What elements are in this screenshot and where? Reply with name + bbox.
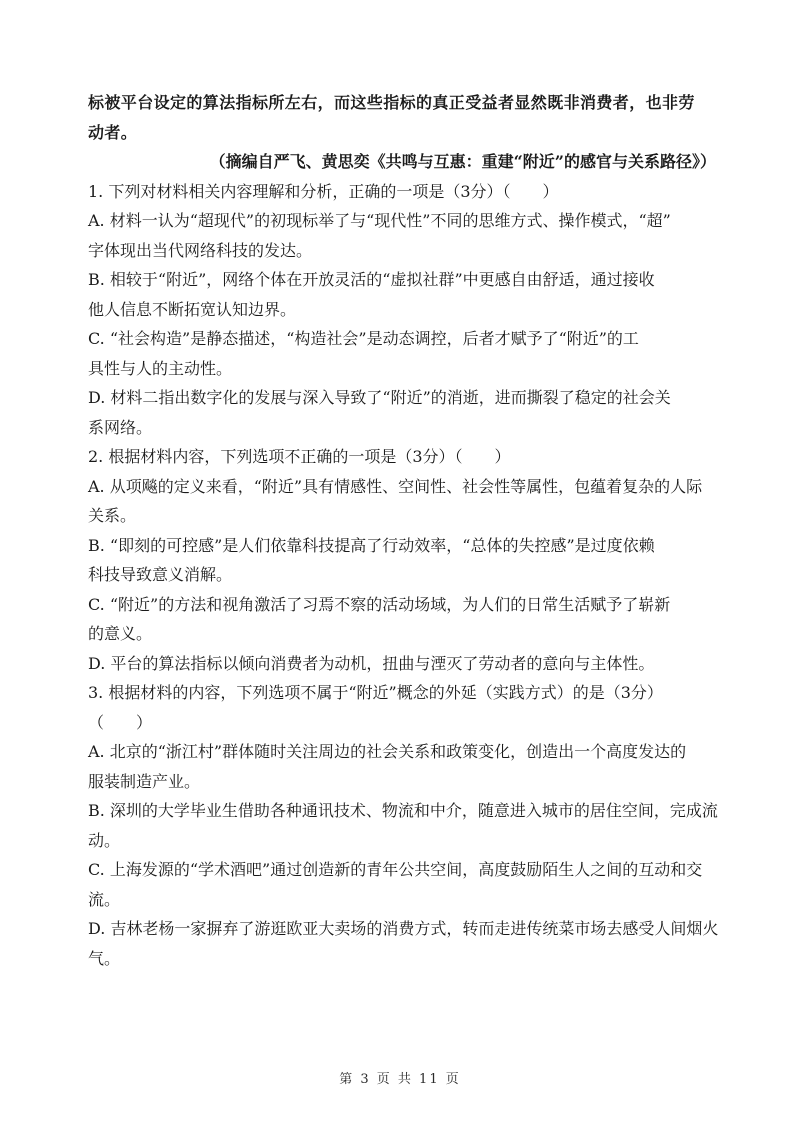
option-line: A. 北京的“浙江村”群体随时关注周边的社会关系和政策变化，创造出一个高度发达的 (88, 742, 687, 761)
option-c (88, 855, 718, 914)
option-line: A. 材料一认为“超现代”的初现标举了与“现代性”不同的思维方式、操作模式，“超” (88, 211, 671, 230)
passage-line: 动者。 (88, 122, 138, 142)
option-line: 他人信息不断拓宽认知边界。 (88, 299, 297, 319)
option-line: 服装制造产业。 (88, 771, 201, 791)
option-line: C. “附近”的方法和视角激活了习焉不察的活动场域，为人们的日常生活赋予了崭新 (88, 594, 671, 614)
page-content (88, 88, 718, 973)
option-c (88, 324, 718, 383)
option-a (88, 472, 718, 531)
question-1 (88, 177, 718, 443)
option-c (88, 590, 718, 649)
option-line: 系网络。 (88, 417, 153, 437)
option-b (88, 531, 718, 590)
option-a (88, 206, 718, 265)
option-b (88, 265, 718, 324)
option-line: D. 平台的算法指标以倾向消费者为动机，扭曲与湮灭了劳动者的意向与主体性。 (88, 653, 655, 673)
question-stem: 3. 根据材料的内容，下列选项不属于“附近”概念的外延（实践方式）的是（3分） (88, 683, 663, 702)
option-line: 气。 (88, 948, 121, 968)
passage-line: 标被平台设定的算法指标所左右，而这些指标的真正受益者显然既非消费者，也非劳 (88, 93, 695, 112)
option-line: D. 吉林老杨一家摒弃了游逛欧亚大卖场的消费方式，转而走进传统菜市场去感受人间烟火 (88, 919, 719, 938)
option-d (88, 649, 718, 679)
option-line: 字体现出当代网络科技的发达。 (88, 240, 313, 260)
question-stem: （ ） (88, 712, 153, 732)
option-line: 科技导致意义消解。 (88, 565, 233, 584)
passage-source: （摘编自严飞、黄思奕《共鸣与互惠：重建“附近”的感官与关系路径》） (209, 152, 716, 171)
option-d (88, 383, 718, 442)
option-line: 的意义。 (88, 624, 153, 643)
question-stem: 1. 下列对材料相关内容理解和分析，正确的一项是（3分）（ ） (88, 181, 559, 201)
page-footer: 第 3 页 共 11 页 (339, 1072, 461, 1087)
option-d (88, 914, 718, 973)
option-b (88, 796, 718, 855)
option-line: C. “社会构造”是静态描述，“构造社会”是动态调控，后者才赋予了“附近”的工 (88, 329, 639, 348)
option-line: C. 上海发源的“学术酒吧”通过创造新的青年公共空间，高度鼓励陌生人之间的互动和交 (88, 860, 703, 879)
option-line: B. 相较于“附近”，网络个体在开放灵活的“虚拟社群”中更感自由舒适，通过接收 (88, 270, 655, 289)
question-stem: 2. 根据材料内容，下列选项不正确的一项是（3分）（ ） (88, 447, 511, 466)
option-line: A. 从项飚的定义来看，“附近”具有情感性、空间性、社会性等属性，包蕴着复杂的人际 (88, 476, 703, 496)
option-a (88, 737, 718, 796)
question-3 (88, 678, 718, 973)
question-2 (88, 442, 718, 678)
option-line: 具性与人的主动性。 (88, 358, 233, 378)
option-line: B. 深圳的大学毕业生借助各种通讯技术、物流和中介，随意进入城市的居住空间，完成流 (88, 801, 718, 820)
option-line: 流。 (88, 889, 121, 909)
option-line: D. 材料二指出数字化的发展与深入导致了“附近”的消逝，进而撕裂了稳定的社会关 (88, 388, 671, 407)
option-line: 动。 (88, 830, 121, 850)
option-line: 关系。 (88, 506, 137, 525)
question-list (88, 177, 718, 974)
option-line: B. “即刻的可控感”是人们依靠科技提高了行动效率，“总体的失控感”是过度依赖 (88, 535, 655, 555)
